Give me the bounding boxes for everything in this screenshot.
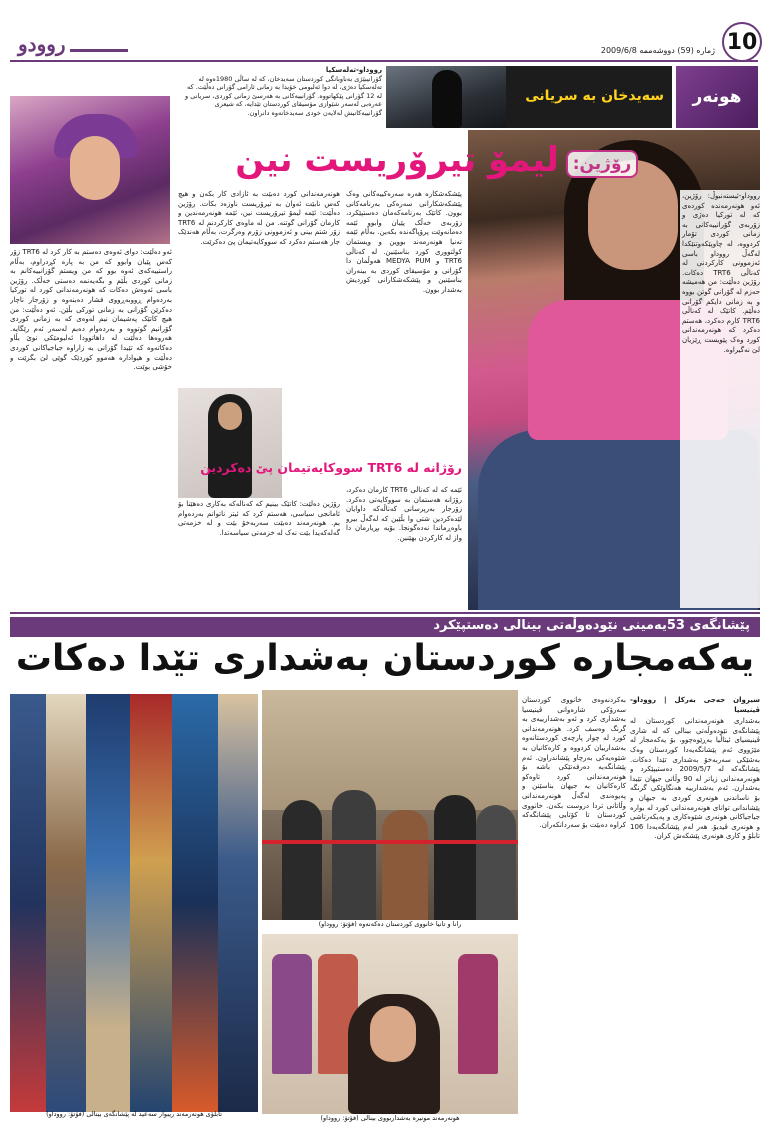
- article-paragraph: بەکردنەوەی خانووی کوردستان سەرۆکی شارەوانی ڤینیسیا بەشداری کرد و ئەو بەشدارییەی بە گرنگ وەسف کرد. هونەرمەندانی کورد لە چوار پارچەی کوردستانەوە بەشدارییان کردووە و کارەکانیان بە شێوەیەکی بەرچاو پێشاندراون. ئەم پێشانگەیە دەرفەتێکی باشە بۆ هونەرمەندانی کورد تاوەکو کارەکانیان بە جیهان بناسێنن و پەیوەندی لەگەڵ هونەرمەندانی وڵاتانی تردا دروست بکەن. خانووی کوردستان تا کۆتایی پێشانگەکە کراوە دەبێت بۆ سەردانکەران.: [522, 696, 626, 829]
- highlight-banner[interactable]: [386, 66, 672, 128]
- byline: سیروان حەجی بەرکل | رووداو-ڤینیسیا: [630, 696, 760, 714]
- highlight-text: [184, 66, 382, 128]
- section-tab[interactable]: هونەر: [676, 66, 758, 128]
- rojin-stage-photo: [178, 388, 282, 498]
- ribbon-cutting-photo: [262, 690, 518, 920]
- article-paragraph: هونەرمەندانی کورد دەبێت بە ئازادی کار بکەن و هیچ کەس نابێت ئەوان بە تیرۆریست ناوزەد بکات. رۆژین دەڵێت: ئێمە لیمۆ تیرۆریست نین، ئێمە هونەرمەندین و کارمان گۆرانی گوتنە. من لە ماوەی کارکردنم لە TRT6 زۆر شتم بینی و ئەزموونی زۆرم وەرگرت، بەڵام هەندێک جار هەستم دەکرد کە سووکایەتیمان پێ دەکرێت.: [178, 190, 340, 246]
- page-number: 10: [722, 22, 762, 62]
- exhibition-caption: هونەرمەند مونیرە بەشداربووی بینالی (فۆتۆ: رووداو): [320, 1114, 460, 1122]
- bottom-article-column-1: [630, 696, 760, 1124]
- bottom-kicker: پێشانگەی 53یەمینی نێودەوڵەتی بینالی دەستپێکرد: [10, 617, 760, 637]
- ribbon-caption: رانا و تانیا خانووی کوردستان دەکەنەوە (فۆتۆ: رووداو): [318, 920, 462, 928]
- article-column-2b: [346, 486, 462, 608]
- exhibition-photo: [262, 934, 518, 1114]
- article-paragraph: پێشکەشکارە هەرە سەرەکییەکانی وەک پێشکەشکارانی سەرەکی بەرنامەکانی بوون. کاتێک بەرنامەکەمان دەستپێکرد، زۆربەی خەڵک پێیان وابوو ئێمە دەمانەوێت پرۆپاگەندە بکەین. بەڵام ئێمە تەنیا هونەرمەند بووین و ویستمان کولتووری کورد بناسێنین. لە کەناڵی TRT6 و MEDYA PUM هەوڵمان دا گۆرانی و مۆسیقای کوردی بە بینەران بناسێنین و پێشکەشکارانی کوردیش بەشدار بوون.: [346, 190, 462, 294]
- main-headline[interactable]: لیمۆ تیرۆریست نین: [235, 140, 559, 180]
- header-rule: [10, 60, 758, 62]
- article-paragraph: رۆژین دەڵێت: کاتێک بینیم کە کەناڵەکە بەکاری دەهێنا بۆ ئامانجی سیاسی، هەستم کرد کە ئیتر ناتوانم بەردەوام بم. هونەرمەند دەبێت سەربەخۆ بێت و لە خزمەتی گەلەکەیدا بێت نەک لە خزمەتی سیاسەتدا.: [178, 500, 340, 537]
- story-label: رۆژین:: [566, 150, 638, 178]
- article-column-1: [680, 190, 762, 608]
- section-divider: [10, 612, 760, 614]
- article-column-4: [10, 248, 172, 610]
- issue-line: ژمارە (59) دووشەممە 2009/6/8: [600, 46, 715, 55]
- highlight-title: سەیدخان بە سریانی: [525, 88, 664, 104]
- artwork-caption: تابلۆی هونەرمەند ریبوار سەعید لە پێشانگەی بینالی (فۆتۆ: رووداو): [46, 1110, 222, 1118]
- article-column-2: [346, 190, 462, 458]
- highlight-body: گۆرانیبێژی بەناوبانگی کوردستان سەیدخان، کە لە ساڵی 1980ەوە لە تەلەسکیا دەژی، لە دوا ئەلبومی خۆیدا بە زمانی ئارامی گۆرانی دەڵێت. کە لە 12 گۆرانی پێکهاتووە. گۆرانییەکانی بە هەرسێ زمانی کوردی، سریانی و عەرەبی لەسەر شێوازی مۆسیقای کوردستان تێدایە، کە شیعری گۆرانییەکانیش لەلایەن خودی سەیدخانەوە دانراون.: [185, 74, 382, 117]
- article-paragraph: ئێمە کە لە کەناڵی TRT6 کارمان دەکرد، رۆژانە هەستمان بە سووکایەتی دەکرد. زۆرجار بەرپرسانی کەناڵەکە داوایان لێدەکردین شتی وا بڵێین کە لەگەڵ بیرو باوەڕماندا نەدەگونجا. بۆیە بڕیارمان دا واز لە کارکردن بهێنین.: [346, 486, 462, 542]
- newspaper-logo: [18, 34, 128, 56]
- article-column-3: [178, 190, 340, 386]
- article-paragraph: ئەو دەڵێت: دوای ئەوەی دەستم بە کار کرد لە TRT6 زۆر کەس پێیان وابوو کە من بە پارە کڕدراوم، بەڵام راستییەکەی ئەوە بوو کە من ویستم گۆرانییەکانم بە زمانی کوردی بڵێم و بگەیەنمە دەستی خەڵک. رۆژین باسی ئەوەش دەکات کە هونەرمەندانی کورد لە تورکیا بەردەوام ڕووبەڕووی فشار دەبنەوە و زۆرجار ناچار دەکرێن گۆرانی بە زمانی تورکی بڵێن. ئەو دەڵێت: من هیچ کاتێک پەشیمان نیم لەوەی کە بە زمانی کوردی گۆرانیم گوتووە و بەردەوام دەبم لەسەر ئەم رێگایە. هەروەها دەڵێت لە داهاتوودا ئەلبومێکی نوێ بڵاو دەکاتەوە کە تێیدا گۆرانی بە زاراوە جیاجیاکانی کوردی دەڵێت و هیوادارە هەموو کوردێک گوێی لێ بگرێت و خۆشی بوێت.: [10, 248, 172, 372]
- article-paragraph: بەشداری هونەرمەندانی کوردستان لە پێشانگەی نێودەوڵەتی بینالی کە لە شاری ڤینیسیای ئیتاڵیا بەڕێوەچوو، بۆ یەکەمجار لە مێژووی ئەم پێشانگەیەدا کوردستان وەک بەشێکی سەربەخۆ بەشداری تێدا دەکات. پێشانگەکە لە 2009/5/7 دەستیپێکرد و هونەرمەندانی زیاتر لە 90 وڵاتی جیهان تێیدا بەشدارن. ئەم بەشدارییە هەنگاوێکی گرنگە بۆ ناساندنی هونەری کوردی بە جیهان و پێشاندانی توانای هونەرمەندانی کورد لە بوارە جیاجیاکانی هونەری شێوەکاری و پەیکەرتاشی و هونەری ڤیدیۆ. هەر لەم پێشانگەیەدا 106 تابلۆ و کاری هونەری پێشکەش کران.: [630, 717, 760, 841]
- logo-bar: [70, 49, 128, 52]
- highlight-kicker: رووداو-تەلەسکیا: [325, 66, 382, 74]
- singer-photo: [386, 66, 506, 128]
- artwork-photo: [10, 694, 258, 1112]
- singer-portrait-photo: [10, 96, 170, 244]
- logo-text: روودو: [18, 32, 66, 56]
- article-column-3b: [178, 500, 340, 608]
- bottom-article-column-2: [522, 696, 626, 1124]
- sub-headline: رۆژانە لە TRT6 سووکایەتیمان پێ دەکردین: [200, 460, 462, 475]
- bottom-headline[interactable]: یەکەمجارە کوردستان بەشداری تێدا دەکات: [15, 638, 755, 679]
- article-paragraph: رووداو-ئیستەنبوڵ: رۆژین، ئەو هونەرمەندە کوردەی کە لە تورکیا دەژی و زۆربەی گۆرانییەکانی بە زمانی کوردی تۆمار کردووە، لە چاوپێکەوتنێکدا لەگەڵ رووداو باسی ئەزموونی کارکردنی لە کەناڵی TRT6 دەکات. رۆژین دەڵێت: من هەمیشە حەزم لە گۆرانی گوتن بووە و بە زمانی دایکم گۆرانی دەڵێم. کاتێک لە کەناڵی TRT6 کارم دەکرد، هەستم دەکرد کە هونەرمەندانی کورد وەک پێویست ڕێزیان لێ نەگیراوە.: [682, 192, 760, 354]
